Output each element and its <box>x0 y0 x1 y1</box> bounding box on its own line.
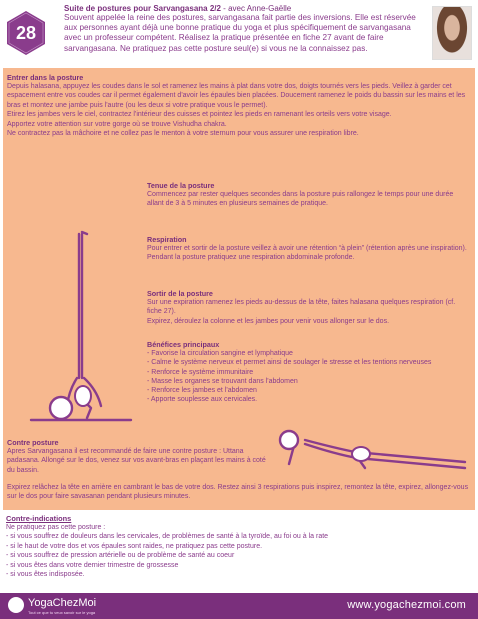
paragraph: Ne contractez pas la mâchoire et ne collez pas le menton à votre sternum pour vous assurer une respiration libre. <box>7 130 359 138</box>
sarvangasana-illustration <box>27 228 137 428</box>
list-item: - si le haut de votre dos et vos épaules sont raides, ne pratiquez pas cette posture. <box>6 542 263 550</box>
section-title: Sortir de la posture <box>147 289 213 298</box>
sheet-number-badge <box>6 10 46 56</box>
section-benefices <box>147 340 467 405</box>
list-item: - Renforce le système immunitaire <box>147 368 254 376</box>
sheet-title-author: - avec Anne-Gaëlle <box>220 4 292 13</box>
paragraph: Expirez relâchez la tête en arrière en cambrant le bas de votre dos. Restez ainsi 3 respirations puis inspirez, remontez la tête, expirez, allongez-vous sur le dos pour faire savasanan pendant plusieurs minutes. <box>7 484 469 501</box>
section-sortie <box>147 289 467 326</box>
section-entrer <box>7 73 469 138</box>
section-title: Entrer dans la posture <box>7 73 84 82</box>
author-photo <box>432 6 472 60</box>
list-item: - si vous souffrez de pression artérielle ou de problème de santé au coeur <box>6 552 235 560</box>
section-respiration <box>147 235 467 263</box>
section-title: Respiration <box>147 235 187 244</box>
section-tenue <box>147 181 467 209</box>
logo-text: YogaChezMoi <box>28 597 97 609</box>
content-panel <box>3 68 475 510</box>
yoga-logo-icon <box>8 597 24 613</box>
sheet-description: Souvent appelée la reine des postures, sarvangasana fait partie des inversions. Elle est réservée aux personnes ayant déjà une bonne pratique du yoga et plus spécifiquement de sarvangasana avec un professeur compétent. Réalisez la pratique présentée en fiche 27 avant de faire sarvangasana. Ne pratiquez pas cette posture seul(e) si vous ne la connaissez pas. <box>64 13 416 53</box>
section-contre-posture <box>7 438 269 475</box>
sheet-title-bold: Suite de postures pour Sarvangasana 2/2 <box>64 4 221 13</box>
list-item: - si vous êtes indisposée. <box>6 571 85 579</box>
header <box>0 0 478 70</box>
list-item: - Renforce les jambes et l'abdomen <box>147 387 257 395</box>
section-contre-indications <box>6 514 472 579</box>
list-item: - Calme le système nerveux et permet ainsi de soulager le stresse et les tentions nerveuses <box>147 359 432 367</box>
paragraph: Sur une expiration ramenez les pieds au-dessus de la tête, faites halasana quelques respiration (cf. fiche 27). <box>147 299 456 316</box>
paragraph: Expirez, déroulez la colonne et les jambes pour venir vous allonger sur le dos. <box>147 317 390 325</box>
section-title: Tenue de la posture <box>147 181 215 190</box>
paragraph: Depuis halasana, appuyez les coudes dans le sol et ramenez les mains à plat dans votre dos, doigts tournés vers les pieds. Veillez à garder cet espacement entre vos coudes car il permet également d'avoir les épaules bien placées. Doucement ramenez le poids du bassin sur les mains et les bras et montez une jambe puis l'autre (ou les deux si votre pratique vous le permet). <box>7 83 466 109</box>
footer <box>0 593 478 619</box>
paragraph: Commencez par rester quelques secondes dans la posture puis rallongez le temps pour une durée allant de 3 à 5 minutes en plusieurs semaines de pratique. <box>147 191 454 208</box>
section-title: Contre-indications <box>6 514 72 523</box>
logo-tagline: Tout ce que tu veux savoir sur le yoga <box>28 610 96 615</box>
section-title: Bénéfices principaux <box>147 340 220 349</box>
list-item: - si vous êtes dans votre dernier trimestre de grossesse <box>6 561 179 569</box>
sheet-title <box>64 4 291 13</box>
paragraph: Etirez les jambes vers le ciel, contractez l'intérieur des cuisses et pointez les pieds en ramenant les orteils vers votre visage. <box>7 111 392 119</box>
sheet-number: 28 <box>15 23 37 43</box>
list-item: - si vous souffrez de douleurs dans les cervicales, de problèmes de santé à la tyroïde, au foi ou à la rate <box>6 533 329 541</box>
paragraph: Pendant la posture pratiquez une respiration abdominale profonde. <box>147 254 355 262</box>
list-item: - Masse les organes se trouvant dans l'abdomen <box>147 377 298 385</box>
uttana-padasana-illustration <box>265 428 475 504</box>
paragraph: Pour entrer et sortir de la posture veillez à avoir une rétention “à plein” (rétention après une inspiration). <box>147 245 467 252</box>
list-item: - Favorise la circulation sangine et lymphatique <box>147 350 293 357</box>
section-title: Contre posture <box>7 438 59 447</box>
website-link[interactable]: www.yogachezmoi.com <box>347 599 466 611</box>
paragraph: Apportez votre attention sur votre gorge où se trouve Vishudha chakra. <box>7 120 227 128</box>
paragraph: Ne pratiquez pas cette posture : <box>6 524 106 531</box>
list-item: - Apporte souplesse aux cervicales. <box>147 396 258 404</box>
paragraph: Apres Sarvangasana il est recommandé de faire une contre posture : Uttana padasana. Allongé sur le dos, venez sur vos avant-bras en plaçant les mains à coté du bassin. <box>7 448 266 474</box>
